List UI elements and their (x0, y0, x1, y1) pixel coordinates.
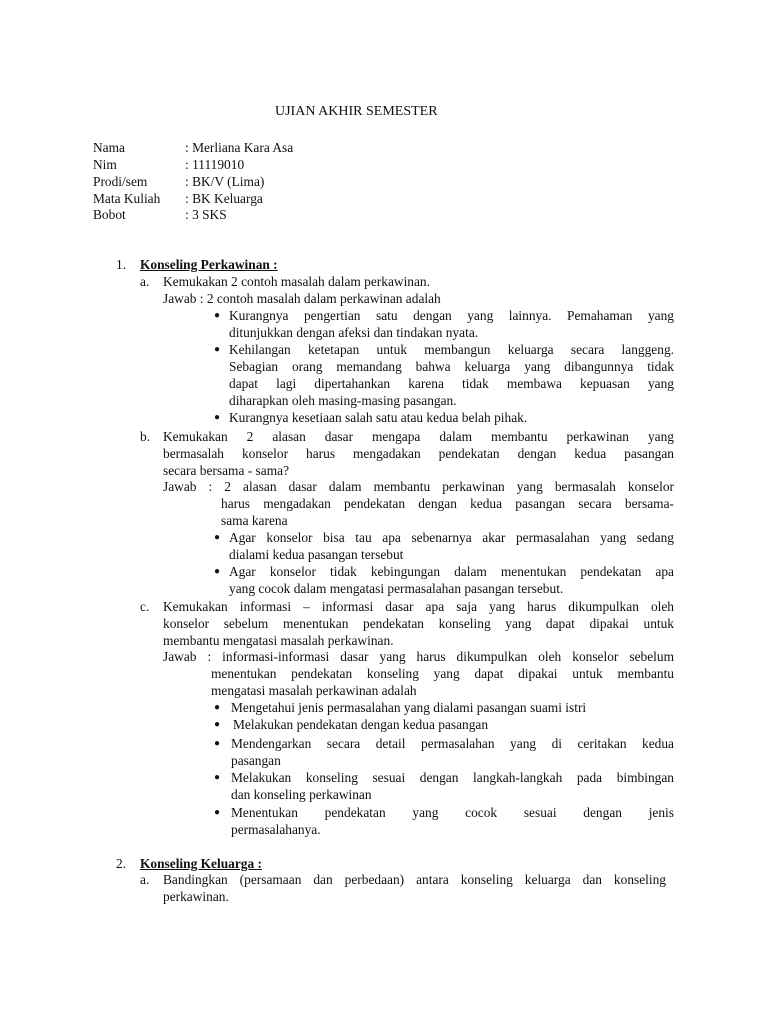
bullet-icon: ● (214, 807, 221, 818)
bullet-icon: ● (214, 702, 221, 713)
bullet-line: ditunjukkan dengan afeksi dan tindakan nyata. (229, 325, 479, 340)
question-line: Bandingkan (persamaan dan perbedaan) antara konseling keluarga dan konseling (163, 872, 666, 887)
bullet-line: yang cocok dalam mengatasi permasalahan pasangan tersebut. (229, 581, 564, 596)
bullet-line: Sebagian orang memandang bahwa keluarga yang dibangunnya tidak (229, 359, 674, 374)
question-line: perkawinan. (163, 889, 229, 904)
identity-label-matakuliah: Mata Kuliah (93, 191, 161, 206)
answer-line: harus mengadakan pendekatan dengan kedua pasangan secara bersama- (221, 496, 674, 511)
identity-label-bobot: Bobot (93, 207, 126, 222)
section-number: 2. (116, 856, 127, 871)
bullet-icon: ● (214, 412, 221, 423)
answer-line: Jawab : 2 alasan dasar dalam membantu perkawinan yang bermasalah konselor (163, 479, 674, 494)
identity-label-nim: Nim (93, 157, 117, 172)
identity-label-prodi: Prodi/sem (93, 174, 148, 189)
bullet-line: Kurangnya pengertian satu dengan yang lainnya. Pemahaman yang (229, 308, 674, 323)
bullet-line: dapat lagi dipertahankan karena tidak membawa kepuasan yang (229, 376, 674, 391)
question-line: secara bersama - sama? (163, 463, 290, 478)
bullet-line: diharapkan oleh masing-masing pasangan. (229, 393, 457, 408)
bullet-icon: ● (214, 532, 221, 543)
bullet-icon: ● (214, 772, 221, 783)
bullet-icon: ● (214, 344, 221, 355)
item-letter: c. (140, 599, 150, 614)
document-title: UJIAN AKHIR SEMESTER (275, 104, 438, 119)
bullet-line: Kurangnya kesetiaan salah satu atau kedua belah pihak. (229, 410, 528, 425)
question-line: membantu mengatasi masalah perkawinan. (163, 633, 394, 648)
bullet-line: permasalahanya. (231, 822, 321, 837)
bullet-icon: ● (214, 738, 221, 749)
item-letter: a. (140, 872, 150, 887)
bullet-icon: ● (214, 566, 221, 577)
question-line: Kemukakan 2 contoh masalah dalam perkawinan. (163, 274, 430, 289)
bullet-line: pasangan (231, 753, 281, 768)
answer-line: Jawab : informasi-informasi dasar yang harus dikumpulkan oleh konselor sebelum (163, 649, 674, 664)
question-line: konselor sebelum menentukan pendekatan konseling yang dapat dipakai untuk (163, 616, 674, 631)
bullet-line: dialami kedua pasangan tersebut (229, 547, 404, 562)
bullet-line: Menentukan pendekatan yang cocok sesuai dengan jenis (231, 805, 674, 820)
identity-label-nama: Nama (93, 140, 125, 155)
identity-value-nama: : Merliana Kara Asa (185, 140, 294, 155)
question-line: Kemukakan informasi – informasi dasar apa saja yang harus dikumpulkan oleh (163, 599, 674, 614)
section-heading: Konseling Perkawinan : (140, 257, 278, 272)
bullet-line: Kehilangan ketetapan untuk membangun keluarga secara langgeng. (229, 342, 674, 357)
bullet-line: Agar konselor tidak kebingungan dalam menentukan pendekatan apa (229, 564, 674, 579)
identity-value-nim: : 11119010 (185, 157, 245, 172)
item-letter: b. (140, 429, 151, 444)
bullet-line: Mengetahui jenis permasalahan yang dialami pasangan suami istri (231, 700, 587, 715)
answer-line: Jawab : 2 contoh masalah dalam perkawinan adalah (163, 291, 441, 306)
bullet-icon: ● (214, 310, 221, 321)
identity-value-matakuliah: : BK Keluarga (185, 191, 263, 206)
identity-value-prodi: : BK/V (Lima) (185, 174, 265, 189)
bullet-icon: ● (214, 719, 221, 730)
question-line: bermasalah konselor harus mengadakan pendekatan dengan kedua pasangan (163, 446, 674, 461)
answer-line: menentukan pendekatan konseling yang dapat dipakai untuk membantu (211, 666, 674, 681)
section-heading: Konseling Keluarga : (140, 856, 263, 871)
bullet-line: Agar konselor bisa tau apa sebenarnya akar permasalahan yang sedang (229, 530, 674, 545)
item-letter: a. (140, 274, 150, 289)
bullet-line: Melakukan pendekatan dengan kedua pasangan (233, 717, 489, 732)
bullet-line: Melakukan konseling sesuai dengan langkah-langkah pada bimbingan (231, 770, 674, 785)
bullet-line: dan konseling perkawinan (231, 787, 372, 802)
identity-value-bobot: : 3 SKS (185, 207, 227, 222)
question-line: Kemukakan 2 alasan dasar mengapa dalam membantu perkawinan yang (163, 429, 674, 444)
answer-line: mengatasi masalah perkawinan adalah (211, 683, 417, 698)
section-number: 1. (116, 257, 127, 272)
answer-line: sama karena (221, 513, 288, 528)
bullet-line: Mendengarkan secara detail permasalahan yang di ceritakan kedua (231, 736, 674, 751)
